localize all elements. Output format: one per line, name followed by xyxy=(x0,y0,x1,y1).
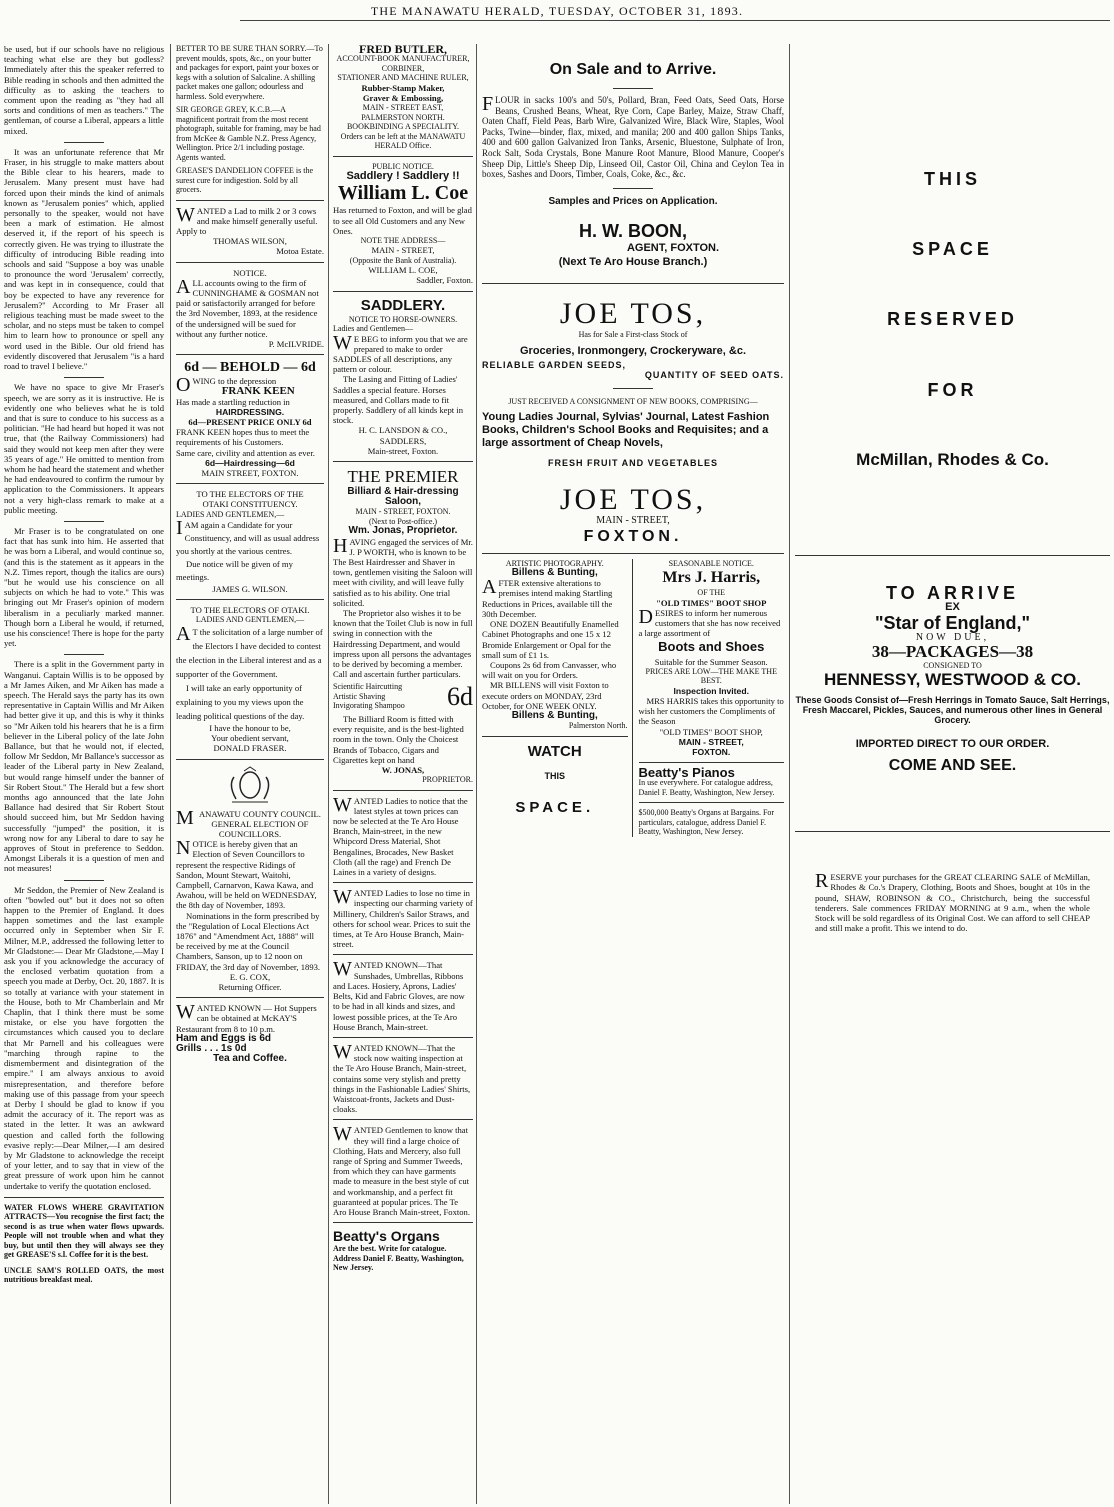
otaki-body: AT the solicitation of a large number of the Electors I have decided to contest the election in the Liberal interest and as a supporter of the Government. xyxy=(176,622,323,679)
notices-column xyxy=(176,44,324,1504)
notice-body: ALL accounts owing to the firm of CUNNINGHAME & GOSMAN not paid or satisfactorily arranged for before the 3rd November, 1893, at the residence of the undersigned will be sued for without any further notice. xyxy=(176,275,319,339)
county-council-ad xyxy=(176,765,324,993)
premier-services xyxy=(333,682,473,711)
editorial-paragraph: It was an unfortunate reference that Mr Fraser, in his struggle to make matters about the Bible clear to his hearers, made to Jerusalem. Many present must have had forced upon their minds the kind of animals known as "Jerusalem ponies" which, applied personally to the speaker, would not have been a mark of estimation. He almost deserved it, if the report of his speech is correctly given. He was trying to illustrate the difficulty of introducing Bible reading into schools and said "Suppose a boy was unable to pronounce the word 'Jerusalem' correctly, and was kept in in consequence, could that boy be expected to have any reverence for Jerusalem?" According to Mr Fraser all religious teaching must be made sweet to the scholar, and no steps must be taken to compel him to learn how to pronounce or spell any word used in the Bible. Our old friend has evidently discovered that Jerusalem "is a hard road to travel I believe." xyxy=(4,146,164,372)
lansdon-signature: SADDLERS, xyxy=(379,435,427,446)
masthead: THE MANAWATU HERALD, TUESDAY, OCTOBER 31, 1893. xyxy=(370,4,744,18)
mckay-text: WANTED KNOWN — Hot Suppers can be obtained at McKAY'S Restaurant from 8 to 10 p.m. xyxy=(176,1001,317,1034)
te-aro-wanted-ad: WANTED KNOWN—That Sunshades, Umbrellas, Ribbons and Laces. Hosiery, Aprons, Ladies' Belts, Kid and Fabric Gloves, are now to be had in all kinds and sizes, and lowest possible prices, at the Te Aro House Branch, Main-street. xyxy=(333,958,465,1032)
harris-name: Mrs J. Harris, xyxy=(662,569,761,587)
harris-boots: Boots and Shoes xyxy=(658,639,765,655)
pianos-body: In use everywhere. For catalogue address, Daniel F. Beatty, Washington, New Jersey. xyxy=(638,778,775,797)
coe-body: Has returned to Foxton, and will be glad to see all Old Customers and any New Ones. xyxy=(333,205,472,236)
trade-column xyxy=(333,44,473,1504)
column-rule xyxy=(476,44,477,1504)
electors-signature: JAMES G. WILSON. xyxy=(212,584,288,595)
watch-heading: WATCH xyxy=(527,742,582,760)
otaki-body: I will take an early opportunity of explaining to you my views upon the leading political questions of the day. xyxy=(176,682,305,721)
saddlery-greeting: Ladies and Gentlemen— xyxy=(333,324,413,334)
coe-address: NOTE THE ADDRESS— xyxy=(360,235,446,245)
coe-address: (Opposite the Bank of Australia). xyxy=(349,255,457,265)
otaki-body: Your obedient servant, xyxy=(211,733,289,744)
column-rule xyxy=(328,44,329,1504)
harris-shop: "OLD TIMES" BOOT SHOP xyxy=(656,597,767,608)
keen-hairdressing: HAIRDRESSING. xyxy=(215,406,285,417)
wanted-lad-location: Motoa Estate. xyxy=(276,246,324,257)
premier-body: The Billiard Room is fitted with every requisite, and is the best-lighted room in the town. Only the Choicest Brands of Tobacco, Cigars and Cigarettes kept on hand xyxy=(333,713,464,765)
reserved-word: SPACE xyxy=(912,239,993,260)
mcmillan-name: McMillan, Rhodes & Co. xyxy=(856,449,1049,469)
premier-signature: W. JONAS, xyxy=(381,764,425,775)
harris-of: OF THE xyxy=(697,588,726,598)
hennessy-name: HENNESSY, WESTWOOD & CO. xyxy=(824,669,1081,689)
packages-line: 38—PACKAGES—38 xyxy=(871,641,1034,661)
otaki-title: TO THE ELECTORS OF OTAKI. xyxy=(190,605,310,616)
editorial-column xyxy=(4,44,164,1504)
tos-seeds: RELIABLE GARDEN SEEDS, xyxy=(482,360,627,371)
imported-line: IMPORTED DIRECT TO OUR ORDER. xyxy=(855,737,1050,750)
lower-ads xyxy=(482,559,784,837)
notice-title: NOTICE. xyxy=(233,267,267,278)
tos-name: JOE TOS, xyxy=(559,483,707,517)
pianos-title: Beatty's Pianos xyxy=(638,765,735,781)
keen-name: FRANK KEEN xyxy=(221,385,295,398)
council-body: Nominations in the form prescribed by the "Regulation of Local Elections Act 1876" and "Amendment Act, 1888" will be received by me at the Council Chambers, Sanson, up to 12 noon on FRIDAY, the 3rd day of November, 1893. xyxy=(176,910,321,972)
butler-line: PALMERSTON NORTH. xyxy=(361,112,445,122)
grey-portrait-ad: SIR GEORGE GREY, K.C.B.—A magnificent portrait from the most recent photograph, suitable for framing, may be had from McKee & Gamble N.Z. Press Agency, Wellington. Price 2/1 including postage. Agents wanted. xyxy=(176,105,321,162)
photo-signature: Billens & Bunting, xyxy=(511,709,598,721)
books-heading: JUST RECEIVED A CONSIGNMENT OF NEW BOOKS, COMPRISING— xyxy=(508,397,758,407)
tos-name: JOE TOS, xyxy=(559,297,707,331)
coe-signature: WILLIAM L. COE, xyxy=(368,265,438,276)
salcaline-ad: BETTER TO BE SURE THAN SORRY.—To prevent moulds, spots, &c., on your butter and packages for export, paint your boxes or kegs with a solution of Salcaline. A shilling packet makes one gallon; odourless and harmless. Sold everywhere. xyxy=(176,44,323,101)
council-subtitle: GENERAL ELECTION OF COUNCILLORS. xyxy=(211,818,309,839)
harris-body: Suitable for the Summer Season. xyxy=(654,656,768,667)
wilson-election-ad xyxy=(176,489,324,594)
photo-heading: ARTISTIC PHOTOGRAPHY. xyxy=(505,558,604,568)
harris-shop: "OLD TIMES" BOOT SHOP, xyxy=(659,726,763,737)
premier-address: (Next to Post-office.) xyxy=(368,516,438,526)
harris-heading: SEASONABLE NOTICE. xyxy=(668,558,754,568)
photo-signature: Palmerston North. xyxy=(568,721,628,731)
saddlery-body: WE BEG to inform you that we are prepared to make to order SADDLES of all descriptions, any pattern or colour. xyxy=(333,331,468,375)
arrive-title: TO ARRIVE xyxy=(885,583,1019,604)
mckay-restaurant-ad xyxy=(176,1003,324,1064)
watch-heading: SPACE. xyxy=(515,799,595,817)
premier-address: MAIN - STREET, FOXTON. xyxy=(355,507,451,517)
harris-body: DESIRES to inform her numerous customers that she has now received a large assortment of xyxy=(638,605,781,639)
premier-body: HAVING engaged the services of Mr. J. P WORTH, who is known to be The Best Hairdresser and Shaver in town, gentlemen visiting the Saloon will meet with civility, and will leave fully satisfied as to his ability. One trial solicited. xyxy=(333,534,473,608)
council-body: NOTICE is hereby given that an Election of Seven Councillors to represent the respective Ridings of Sandon, Mount Stewart, Waitohi, Campbell, Carnarvon, Kawa Kawa, and Awahou, will be held on WEDNESDAY, the 8th day of November, 1893. xyxy=(176,837,317,911)
electors-body: Due notice will be given of my meetings. xyxy=(176,559,293,583)
editorial-paragraph: We have no space to give Mr Fraser's speech, we are sorry as it is instructive. He is evidently one who believes what he is told and that is sure to conduce to his success as a politician. "He had heard but hoped it was not true, that (the Railway Commissioners) had said they would not keep men after they were 35 years of age." He omitted to mention from whom he had heard the statement and whether he had endeavoured to confirm the rumour by application to the Commissioners. It appears not a very high-class remark to make at a public meeting. xyxy=(4,382,164,515)
electors-body: IAM again a Candidate for your Constituency, and will as usual address you shortly at the various centres. xyxy=(176,517,320,557)
saddlery-title: SADDLERY. xyxy=(360,296,446,314)
column-rule xyxy=(170,44,171,1504)
tos-subtitle: Has for Sale a First-class Stock of xyxy=(578,330,688,340)
butler-ad xyxy=(333,44,473,151)
premier-service: Scientific Haircutting xyxy=(333,682,403,692)
harris-prices: PRICES ARE LOW—THE MAKE THE BEST. xyxy=(645,666,777,686)
otaki-body: I have the honour to be, xyxy=(209,722,291,733)
tos-goods: Groceries, Ironmongery, Crockeryware, &c. xyxy=(520,344,746,357)
keen-price-2: 6d—Hairdressing—6d xyxy=(205,457,295,468)
mcmillan-column xyxy=(795,44,1110,1504)
council-signature: E. G. COX, xyxy=(229,971,271,982)
electors-title: TO THE ELECTORS OF THE xyxy=(196,489,304,500)
photo-body: AFTER extensive alterations to premises intend making Startling Reductions in Prices, available till the 30th December. xyxy=(482,576,613,619)
coat-of-arms-icon xyxy=(220,765,280,805)
premier-price: 6d xyxy=(447,681,473,711)
tos-oats: QUANTITY OF SEED OATS. xyxy=(644,370,784,381)
books-body: Young Ladies Journal, Sylvias' Journal, Latest Fashion Books, Children's School Books and Requisites; and a large assortment of Cheap Novels, xyxy=(482,410,770,449)
te-aro-wanted-ad: WANTED Ladies to lose no time in inspecting our charming variety of Millinery, Children's Sailor Straws, and others for school wear. Prices to suit the times, at Te Aro House Branch, Main-street. xyxy=(333,886,473,950)
butler-line: STATIONER AND MACHINE RULER, xyxy=(337,73,469,83)
harris-street: MAIN - STREET, xyxy=(678,736,744,747)
keen-text: Has made a startling reduction in xyxy=(176,396,290,407)
fraser-election-ad xyxy=(176,605,324,753)
editorial-paragraph: be used, but if our schools have no religious teaching what else are they but godless? Immediately after this the speaker referred to Bible reading in schools and then admitted the difficulty as to asking the teachers to comment upon the reading as "they had all sorts and conditions of men as teachers." The gentleman, of course a Liberal, appears a little mixed. xyxy=(4,44,164,136)
butler-line: Graver & Embossing, xyxy=(362,92,444,103)
harris-body: MRS HARRIS takes this opportunity to wish her customers the Compliments of the Season xyxy=(638,696,784,727)
mckay-menu-item: Grills . . . 1s 0d xyxy=(176,1043,247,1055)
saddlery-body: The Lasing and Fitting of Ladies' Saddles a special feature. Horses measured, and Collars made to fit properly. Saddlery of all kinds kept in stock. xyxy=(333,374,463,426)
photo-body: MR BILLENS will visit Foxton to execute orders on MONDAY, 23rd October, for ONE WEEK ONLY. xyxy=(482,680,609,711)
te-aro-wanted-ad: WANTED Ladies to notice that the latest styles at town prices can now be selected at the Te Aro House Branch, Main-street, in the new Whipcord Dress Material, Shot Bengalines, Brocades, New Basket Cloth (all the rage) and French De Laines in a variety of designs. xyxy=(333,793,468,878)
premier-signature: PROPRIETOR. xyxy=(422,775,473,785)
behold-heading: 6d — BEHOLD — 6d xyxy=(184,360,316,376)
consigned-line: CONSIGNED TO xyxy=(923,661,982,671)
saddlery-subtitle: NOTICE TO HORSE-OWNERS. xyxy=(348,314,458,324)
coe-signature: Saddler, Foxton. xyxy=(416,275,473,286)
boon-location: (Next Te Aro House Branch.) xyxy=(558,256,708,269)
premier-service: Invigorating Shampoo xyxy=(333,701,405,711)
premier-body: The Proprietor also wishes it to be known that the Toilet Club is now in full swing in connection with the Hairdressing Department, and would impress upon all persons the advantages to be derived by becoming a member. Call and ascertain further particulars. xyxy=(333,608,473,680)
butler-line: ACCOUNT-BOOK MANUFACTURER, xyxy=(336,54,470,64)
keen-intro: OWING to the depression xyxy=(176,374,277,397)
now-due: NOW DUE, xyxy=(915,631,990,643)
editorial-paragraph: There is a split in the Government party in Wanganui. Captain Willis is to be opposed by a Mr James Aiken, and Mr Aiken has made a speech. The Herald says the party has its own representative in Captain Willis and Mr Aiken had better give it up, and this is why it thinks so "Mr Aiken told his hearers that he is a firm believer in the Liberal policy of the late John Ballance, but that he would not, if elected, follow Mr Seddon, Mr Ballance's successor as leader of the Liberal party in New Zealand, but would range himself under the banner of Sir Robert Stout." The Herald but a few short months ago announced that the late John Ballance had desired that Sir Robert Stout should succeed him, but Mr Seddon having successfully "jumped" the position, it is wrong now for any Liberal to dare to say he approves of Stout in preference to Seddon. Amongst Liberals it is a question of men and not measures! xyxy=(4,659,164,874)
electors-title: OTAKI CONSTITUENCY. xyxy=(202,499,298,510)
mckay-menu-item: Tea and Coffee. xyxy=(213,1053,287,1065)
keen-text: FRANK KEEN hopes thus to meet the requirements of his Customers. xyxy=(176,427,310,448)
beatty-organs-title: Beatty's Organs xyxy=(333,1228,440,1245)
dandelion-coffee-ad: GREASE'S DANDELION COFFEE is the surest cure for indigestion. Sold by all grocers. xyxy=(176,166,313,194)
samples-line: Samples and Prices on Application. xyxy=(548,195,718,207)
public-notice: PUBLIC NOTICE. xyxy=(372,161,434,171)
beatty-organs-body: Are the best. Write for catalogue. Address Daniel F. Beatty, Washington, New Jersey. xyxy=(333,1244,464,1273)
notice-ad xyxy=(176,268,324,350)
butler-line: MAIN - STREET EAST, xyxy=(362,103,444,113)
editorial-paragraph: Mr Fraser is to be congratulated on one fact that has sunk into him. He asserted that he was born a Liberal, and would continue so, (and this is the statement as it appears in the N.Z. Times report, though the italics are ours) "but he would use his conscience on all subjects on which he had to vote." This was bringing out Mr Fraser's opinion of modern liberalism in a peculiarly marked manner. Though born a Liberal he would, if returned, use his conscience! There is hope for the party yet. xyxy=(4,525,164,649)
column-rule xyxy=(789,44,790,1504)
wanted-lad-ad xyxy=(176,203,324,257)
lansdon-signature: Main-street, Foxton. xyxy=(367,445,439,456)
otaki-greeting: LADIES AND GENTLEMEN,— xyxy=(195,615,305,625)
tos-town: FOXTON. xyxy=(583,528,683,546)
reserved-word: RESERVED xyxy=(887,309,1018,330)
keen-address: MAIN STREET, FOXTON. xyxy=(201,467,299,478)
wanted-lad-signature: THOMAS WILSON, xyxy=(213,236,287,247)
premier-proprietor: Wm. Jonas, Proprietor. xyxy=(348,525,458,537)
boon-name: H. W. BOON, xyxy=(579,220,687,241)
council-signature: Returning Officer. xyxy=(218,982,282,993)
electors-greeting: LADIES AND GENTLEMEN,— xyxy=(176,509,285,519)
coe-address: MAIN - STREET, xyxy=(371,245,435,256)
coffee-notice: WATER FLOWS WHERE GRAVITATION ATTRACTS—You recognise the first fact; the second is as true when water flows upwards. People will not trouble when and what they buy, but until then they will always see they get GREASE'S s.l. Coffee for it is the best. xyxy=(4,1202,164,1260)
billens-column xyxy=(482,559,633,837)
butler-line: Rubber-Stamp Maker, xyxy=(361,82,445,93)
premier-service: Artistic Shaving xyxy=(333,691,386,701)
editorial-paragraph: Mr Seddon, the Premier of New Zealand is often "bowled out" but it does not so often happen to the Premier of England. It does happen sometimes and the last example occurred only in September when Sir F. Milner, M.P., addressed the following letter to Mr Gladstone:— Dear Mr Gladstone,—May I ask you if you acknowledge the accuracy of the enclosed verbatim quotation from a speech you made at Derby, Oct. 20, 1887. It is so totally at variance with your statement in the House, both to Mr Chamberlain and Mr Chaplin, that I think there must be some mistake, or else you have forgotten the circumstances which caused you to declare that Mr Parnell and his colleagues were "marching through rapine to the dismemberment and disintegration of the empire." I am always anxious to avoid misrepresentation, and therefore before making use of this passage from your speech at Derby I should be glad to know if you admit the accuracy of it. The report was as stated in the letter. It was an awkward question and called forth the following evasive reply:—Dear Milner,—I am desired by Mr Gladstone to acknowledge the receipt of your letter, and to say that in view of the great pressure of work upon him he cannot undertake to verify the quotation enclosed. xyxy=(4,884,164,1191)
keen-text: Same care, civility and attention as ever. xyxy=(176,447,315,458)
boon-agent: AGENT, FOXTON. xyxy=(626,241,720,254)
mckay-menu-item: Ham and Eggs is 6d xyxy=(176,1032,272,1044)
te-aro-wanted-ad: WANTED KNOWN—That the stock now waiting inspection at the Te Aro House Branch, Main-street, contains some very stylish and pretty things in the Fashionable Ladies' Shirts, Waistcoat-fronts, Jackets and Dust-cloaks. xyxy=(333,1040,471,1115)
harris-invite: Inspection Invited. xyxy=(673,685,749,696)
harris-column xyxy=(639,559,785,837)
wanted-lad-text: WANTED a Lad to milk 2 or 3 cows and make himself generally useful. Apply to xyxy=(176,203,318,236)
organs-body: $500,000 Beatty's Organs at Bargains. For particulars, catalogue, address Daniel F. Beatty, Washington, New Jersey. xyxy=(638,808,775,837)
reserved-word: FOR xyxy=(927,379,978,400)
butler-line: CORBINER, xyxy=(381,63,425,73)
lansdon-signature: H. C. LANSDON & CO., xyxy=(358,425,448,436)
goods-description: These Goods Consist of—Fresh Herrings in Tomato Sauce, Salt Herrings, Fresh Maccarel, Pickles, Sauces, and numerous other lines in General Grocery. xyxy=(795,694,1110,725)
watch-heading: THIS xyxy=(544,770,565,781)
coe-name: William L. Coe xyxy=(337,182,469,205)
photo-name: Billens & Bunting, xyxy=(511,567,598,579)
ship-name: "Star of England," xyxy=(874,613,1031,634)
on-sale-title: On Sale and to Arrive. xyxy=(549,61,717,78)
butler-line: BOOKBINDING A SPECIALITY. xyxy=(346,122,460,132)
te-aro-wanted-ad: WANTED Gentlemen to know that they will find a large choice of Clothing, Hats and Mercery, also full range of Spring and Summer Tweeds, from which they can have garments made to measure in the best style of cut and workmanship, and a perfect fit guaranteed at popular prices. The Te Aro House Branch Main-street, Foxton. xyxy=(333,1123,470,1217)
notice-signature: P. McILVRIDE. xyxy=(268,338,324,349)
come-and-see: COME AND SEE. xyxy=(888,756,1017,774)
masthead-rule xyxy=(240,20,1110,21)
harris-town: FOXTON. xyxy=(692,747,731,758)
on-sale-body: FLOUR in sacks 100's and 50's, Pollard, Bran, Feed Oats, Seed Oats, Horse Beans, Crushed Beans, Wheat, Rye Corn, Cape Barley, Maize, Straw Chaff, Oaten Chaff, Field Peas, Barb Wire, Galvanized Wire, Black Wire, Staples, Wool Packs, Twine—binder, flax, mixed, and manila; 200 and 400 gallon Ships Tanks, 400 and 600 gallon Galvanized Iron Tanks, Arsenic, Bluestone, Sulphate of Iron, Rock Salt, Soda Crystals, Bone Manure Root Manure, Blood Manure, Cooper's Sheep Dip, Little's Sheep Dip, Linseed Oil, Castor Oil, China and Ceylon Tea in boxes, Sashes and Doors, Timber, Coals, Coke, &c., &c. xyxy=(482,93,784,180)
butler-name: FRED BUTLER, xyxy=(358,44,447,56)
butler-line: Orders can be left at the MANAWATU HERALD Office. xyxy=(340,131,466,151)
photo-body: Coupons 2s 6d from Canvasser, who will wait on you for Orders. xyxy=(482,659,617,681)
clearing-sale-notice: RESERVE your purchases for the GREAT CLEARING SALE of McMillan, Rhodes & Co.'s Drapery, Clothing, Boots and Shoes, bought at 10s in the pound, SHAW, ROBINSON & CO., Christchurch, being the successful tenderers. Sale commences FRIDAY MORNING at 9 a.m., when the whole Stock will be sold regardless of its Original Cost. We can afford to sell CHEAP and still make a profit. This we intend to do. xyxy=(815,870,1090,934)
fruit-line: FRESH FRUIT AND VEGETABLES xyxy=(547,457,718,468)
keen-price: 6d—PRESENT PRICE ONLY 6d xyxy=(188,416,312,427)
arrive-ex: EX xyxy=(945,601,960,614)
premier-subtitle: Billiard & Hair-dressing Saloon, xyxy=(347,485,459,508)
council-title: MANAWATU COUNTY COUNCIL. xyxy=(176,806,321,829)
oats-notice: UNCLE SAM'S ROLLED OATS, the most nutritious breakfast meal. xyxy=(4,1265,164,1285)
otaki-signature: DONALD FRASER. xyxy=(213,743,287,754)
premier-title: THE PREMIER xyxy=(347,466,459,486)
photo-body: ONE DOZEN Beautifully Enamelled Cabinet Photographs and one 15 x 12 Bromide Enlargement or Opal for the small sum of £1 1s. xyxy=(482,619,619,660)
tos-street: MAIN - STREET, xyxy=(596,515,670,527)
reserved-word: THIS xyxy=(923,169,981,189)
frank-keen-ad xyxy=(176,360,324,478)
stores-column xyxy=(482,44,784,1504)
saddlery-heading: Saddlery ! Saddlery !! xyxy=(346,170,460,183)
